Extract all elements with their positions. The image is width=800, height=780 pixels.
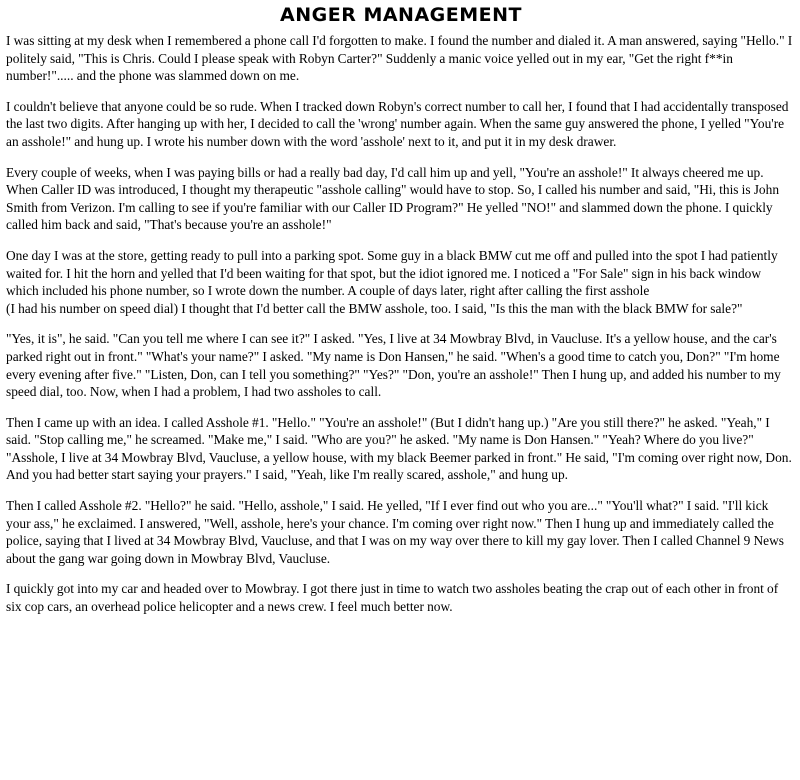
story-paragraph-6: Then I came up with an idea. I called Asshole #1. "Hello." "You're an asshole!" (But I didn't hang up.) "Are you still there?" he asked. "Yeah," I said. "Stop calling me," he screamed. "Make me," I said. "Who are you?" he asked. "My name is Don Hansen." "Yeah? Where do you live?" "Asshole, I live at 34 Mowbray Blvd, Vaucluse, a yellow house, with my black Beemer parked in front." He said, "I'm coming over right now, Don. And you had better start saying your prayers." I said, "Yeah, like I'm really scared, asshole," and hung up. — [6, 414, 792, 483]
story-paragraph-5: "Yes, it is", he said. "Can you tell me where I can see it?" I asked. "Yes, I live at 34 Mowbray Blvd, in Vaucluse. It's a yellow house, and the car's parked right out in front." "What's your name?" I asked. "My name is Don Hansen," he said. "When's a good time to catch you, Don?" "I'm home every evening after five." "Listen, Don, can I tell you something?" "Yes?" "Don, you're an asshole!" Then I hung up, and added his number to my speed dial, too. Now, when I had a problem, I had two assholes to call. — [6, 331, 781, 400]
story-paragraph-4-continued: (I had his number on speed dial) I thought that I'd better call the BMW asshole, too. I said, "Is this the man with the black BMW for sale?" — [6, 300, 743, 316]
story-paragraph-7: Then I called Asshole #2. "Hello?" he said. "Hello, asshole," I said. He yelled, "If I ever find out who you are..." "You'll what?" I said. "I'll kick your ass," he exclaimed. I answered, "Well, asshole, here's your chance. I'm coming over right now." Then I hung up and immediately called the police, saying that I lived at 34 Mowbray Blvd, Vaucluse, and that I was on my way over there to kill my gay lover. Then I called Channel 9 News about the gang war going down in Mowbray Blvd, Vaucluse. — [6, 498, 784, 566]
story-paragraph-8: I quickly got into my car and headed over to Mowbray. I got there just in time to watch two assholes beating the crap out of each other in front of six cop cars, an overhead police helicopter and a news crew. I feel much better now. — [6, 581, 779, 615]
story-paragraph-1: I was sitting at my desk when I remembered a phone call I'd forgotten to make. I found the number and dialed it. A man answered, saying "Hello." I politely said, "This is Chris. Could I please speak with Robyn Carter?" Suddenly a manic voice yelled out in my ear, "Get the right f**in number!"..... and the phone was slammed down on me. — [6, 33, 793, 84]
story-paragraph-2: I couldn't believe that anyone could be so rude. When I tracked down Robyn's correct number to call her, I found that I had accidentally transposed the last two digits. After hanging up with her, I decided to call the 'wrong' number again. When the same guy answered the phone, I yelled "You're an asshole!" and hung up. I wrote his number down with the word 'asshole' next to it, and put it in my desk drawer. — [6, 98, 789, 149]
story-paragraph-3: Every couple of weeks, when I was paying bills or had a really bad day, I'd call him up and yell, "You're an asshole!" It always cheered me up. When Caller ID was introduced, I thought my therapeutic "asshole calling" would have to stop. So, I called his number and said, "Hi, this is John Smith from Verizon. I'm calling to see if you're familiar with our Caller ID Program?" He yelled "NO!" and slammed down the phone. I quickly called him back and said, "That's because you're an asshole!" — [6, 164, 780, 233]
story-body — [6, 32, 796, 616]
page-title: ANGER MANAGEMENT — [280, 4, 522, 26]
story-paragraph-4: One day I was at the store, getting ready to pull into a parking spot. Some guy in a black BMW cut me off and pulled into the spot I had patiently waited for. I hit the horn and yelled that I'd been waiting for that spot, but the idiot ignored me. I noticed a "For Sale" sign in his back window which included his phone number, so I wrote down the number. A couple of days later, right after calling the first asshole — [6, 247, 778, 299]
